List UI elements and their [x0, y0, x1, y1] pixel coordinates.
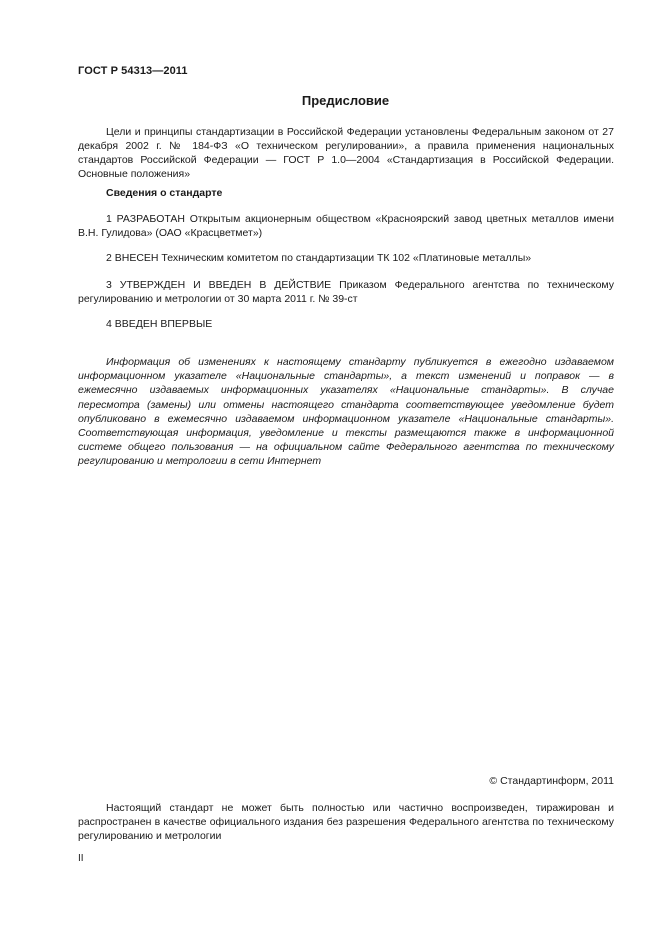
reproduction-notice: Настоящий стандарт не может быть полностью или частично воспроизведен, тиражирован и распространен в качестве официального издания без разрешения Федерального агентства по техническому регулированию и метрологии — [78, 802, 614, 842]
document-id: ГОСТ Р 54313—2011 — [78, 65, 188, 77]
list-item: 3 УТВЕРЖДЕН И ВВЕДЕН В ДЕЙСТВИЕ Приказом Федерального агентства по техническому регулированию и метрологии от 30 марта 2011 г. № 39-ст — [78, 279, 614, 305]
page-title: Предисловие — [301, 93, 390, 108]
copyright-notice: © Стандартинформ, 2011 — [489, 775, 614, 787]
list-item: 1 РАЗРАБОТАН Открытым акционерным обществом «Красноярский завод цветных металлов имени В.Н. Гулидова» (ОАО «Красцветмет») — [78, 213, 614, 239]
page-number: II — [78, 853, 84, 864]
change-info-paragraph: Информация об изменениях к настоящему стандарту публикуется в ежегодно издаваемом информационном указателе «Национальные стандарты», а текст изменений и поправок — в ежемесячно издаваемых информационных указателях «Национальные стандарты». В случае пересмотра (замены) или отмены настоящего стандарта соответствующее уведомление будет опубликовано в ежемесячно издаваемом информационном указателе «Национальные стандарты». Соответствующая информация, уведомление и тексты размещаются также в информационной системе общего пользования — на официальном сайте Федерального агентства по техническому регулированию и метрологии в сети Интернет — [78, 356, 614, 468]
intro-paragraph: Цели и принципы стандартизации в Российской Федерации установлены Федеральным законом от 27 декабря 2002 г. № 184-ФЗ «О техническом регулировании», а правила применения национальных стандартов Российской Федерации — ГОСТ Р 1.0—2004 «Стандартизация в Российской Федерации. Основные положения» — [78, 126, 614, 180]
list-item: 2 ВНЕСЕН Техническим комитетом по стандартизации ТК 102 «Платиновые металлы» — [106, 252, 532, 264]
list-item: 4 ВВЕДЕН ВПЕРВЫЕ — [106, 318, 213, 330]
section-heading: Сведения о стандарте — [106, 187, 223, 199]
